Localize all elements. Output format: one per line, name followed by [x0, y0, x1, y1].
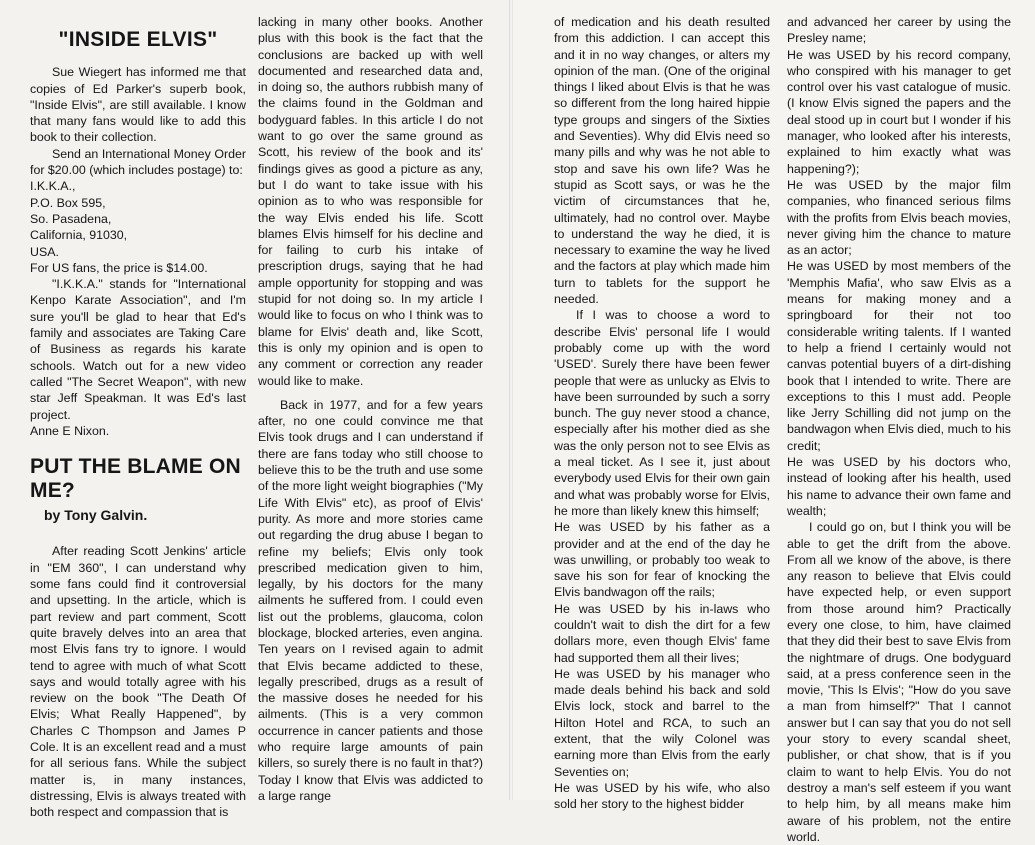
used-item: He was USED by his doctors who, instead of looking after his health, used his name to advance their own fame and wealth;: [787, 455, 1011, 518]
used-item: He was USED by his in-laws who couldn't wait to dish the dirt for a few dollars more, even though Elvis' fame had supported them all their lives;: [554, 601, 770, 665]
used-item: He was USED by the major film companies, who financed serious films with the profits from Elvis beach movies, never giving him the chance to mature as an actor;: [787, 177, 1011, 258]
left-page: [0, 0, 509, 820]
article-paragraph: lacking in many other books. Another plus with this book is the fact that the conclusions are backed up with well documented and researched data and, in doing so, the authors rubbish many of the claims found in the Goldman and bodyguard fables. In this article I do not want to go over the same ground as Scott, his review of the book and its' findings gives as good a picture as any, but I do want to take issue with his opinion as to who was responsible for the way Elvis ended his life. Scott blames Elvis himself for his decline and for failing to curb his intake of prescription drugs, saying that he had ample opportunity for stopping and was stupid for not doing so. In my article I would like to focus on who I think was to blame for Elvis' death and, like Scott, this is only my opinion and is open to any comment or correction any reader would like to make.: [258, 15, 483, 388]
used-item: He was USED by his father as a provider and at the end of the day he was unwilling, or probably too weak to save his son for fear of knocking the Elvis bandwagon off the rails;: [554, 520, 770, 600]
signature: Anne E Nixon.: [30, 423, 110, 438]
inside-elvis-paragraph: "I.K.K.A." stands for "International Kenpo Karate Association", and I'm sure you'll be glad to hear that Ed's family and associates are Taking Care of Business as regards his karate schools. Watch out for a new video called "The Secret Weapon", with new star Jeff Speakman. It was Ed's last project.: [30, 277, 246, 422]
used-item: He was USED by his manager who made deals behind his back and sold Elvis lock, stock and barrel to the Hilton Hotel and RCA, to such an extent, that the wily Colonel was earning more than Elvis from the early Seventies on;: [554, 666, 770, 779]
article-paragraph: of medication and his death resulted from this addiction. I can accept this and it in no way changes, or alters my opinion of the man. (One of the original things I liked about Elvis is that he was so different from the long haired hippie type groups and singers of the Sixties and Seventies). Why did Elvis need so many pills and why was he not able to stop and save his own life? Was he stupid as Scott says, or was he the victim of circumstances that he, ultimately, had no control over. Maybe to understand the way he died, it is necessary to examine the way he lived and the factors at play which made him turn to tablets for the support he needed.: [554, 15, 770, 307]
address-line: USA.: [30, 244, 59, 259]
inside-elvis-title: "INSIDE ELVIS": [58, 28, 218, 51]
article-paragraph: If I was to choose a word to describe Elvis' personal life I would probably come up with the word 'USED'. Surely there have been fewer people that were as unlucky as Elvis to have been surrounded by such a sorry bunch. The guy never stood a chance, especially after his mother died as she was the only person not to see Elvis as a meal ticket. As I see it, just about everybody used Elvis for their own gain and what was probably worse for Elvis, he more than likely knew this himself;: [554, 308, 770, 518]
used-item: He was USED by his record company, who conspired with his manager to get control over his vast catalogue of music. (I know Elvis signed the papers and the deal stood up in court but I wonder if his manager, who looked after his interests, explained to him exactly what was happening?);: [787, 47, 1011, 176]
used-item: He was USED by his wife, who also sold her story to the highest bidder: [554, 780, 770, 812]
inside-elvis-paragraph: Sue Wiegert has informed me that copies of Ed Parker's superb book, "Inside Elvis", are still available. I know that many fans would like to add this book to their collection.: [30, 65, 246, 145]
right-column-1: [554, 14, 770, 813]
article-paragraph: After reading Scott Jenkins' article in "EM 360", I can understand why some fans could find it controversial and upsetting. In the article, which is part review and part comment, Scott quite bravely delves into an area that most Elvis fans try to ignore. I would tend to agree with much of what Scott says and would totally agree with his review on the book "The Death Of Elvis; What Really Happened", by Charles C Thompson and James P Cole. It is an excellent read and a must for all serious fans. While the subject matter is, in many instances, distressing, Elvis is always treated with both respect and compassion that is: [30, 544, 246, 820]
left-column-1: [30, 14, 246, 820]
address-line: I.K.K.A.,: [30, 179, 76, 194]
byline: by Tony Galvin.: [44, 507, 148, 524]
us-price: For US fans, the price is $14.00.: [30, 260, 208, 275]
address-line: So. Pasadena,: [30, 211, 112, 226]
article-paragraph: and advanced her career by using the Presley name;: [787, 15, 1011, 46]
article-paragraph: I could go on, but I think you will be able to get the drift from the above. From all we know of the above, is there any reason to believe that Elvis could have expected help, or even support from those around him? Practically every one close, to him, have claimed that they did their best to save Elvis from the nightmare of drugs. One bodyguard said, at a press conference seen in the movie, 'This Is Elvis'; "How do you save a man from himself?" That I cannot answer but I can say that you do not sell your story to every scandal sheet, publisher, or chat show, that is if you claim to want to help Elvis. You do not destroy a man's self esteem if you want to help him, by all means make him aware of his problem, not the entire world.: [787, 520, 1011, 844]
right-page: [513, 0, 1035, 844]
address-line: P.O. Box 595,: [30, 195, 106, 210]
blame-title: PUT THE BLAME ON ME?: [30, 455, 241, 503]
left-column-2: [258, 14, 483, 804]
article-paragraph: Back in 1977, and for a few years after, no one could convince me that Elvis took drugs and I can understand if there are fans today who still choose to believe this to be the truth and use some of the more light weight biographies ("My Life With Elvis" etc), as proof of Elvis' purity. As more and more stories came out regarding the drug abuse I began to refine my beliefs; Elvis only took prescribed medication given to him, legally, by his doctors for the many ailments he suffered from. I could even list out the problems, glaucoma, colon blockage, blocked arteries, even angina. Ten years on I revised again to admit that Elvis became addicted to these, legally prescribed, drugs as a result of the massive doses he needed for his ailments. (This is a very common occurrence in cancer patients and those who require large amounts of pain killers, so surely there is no fault in that?) Today I know that Elvis was addicted to a large range: [258, 397, 483, 803]
inside-elvis-paragraph: Send an International Money Order for $20.00 (which includes postage) to:: [30, 146, 246, 178]
right-column-2: [787, 14, 1011, 845]
used-item: He was USED by most members of the 'Memphis Mafia', who saw Elvis as a means for making money and a springboard for their not too considerable writing talents. If I wanted to help a friend I certainly would not canvas potential buyers of a dirt-dishing book that I intended to write. There are exceptions to this I must add. People like Jerry Schilling did not jump on the bandwagon when Elvis died, much to his credit;: [787, 259, 1011, 453]
address-line: California, 91030,: [30, 228, 128, 243]
